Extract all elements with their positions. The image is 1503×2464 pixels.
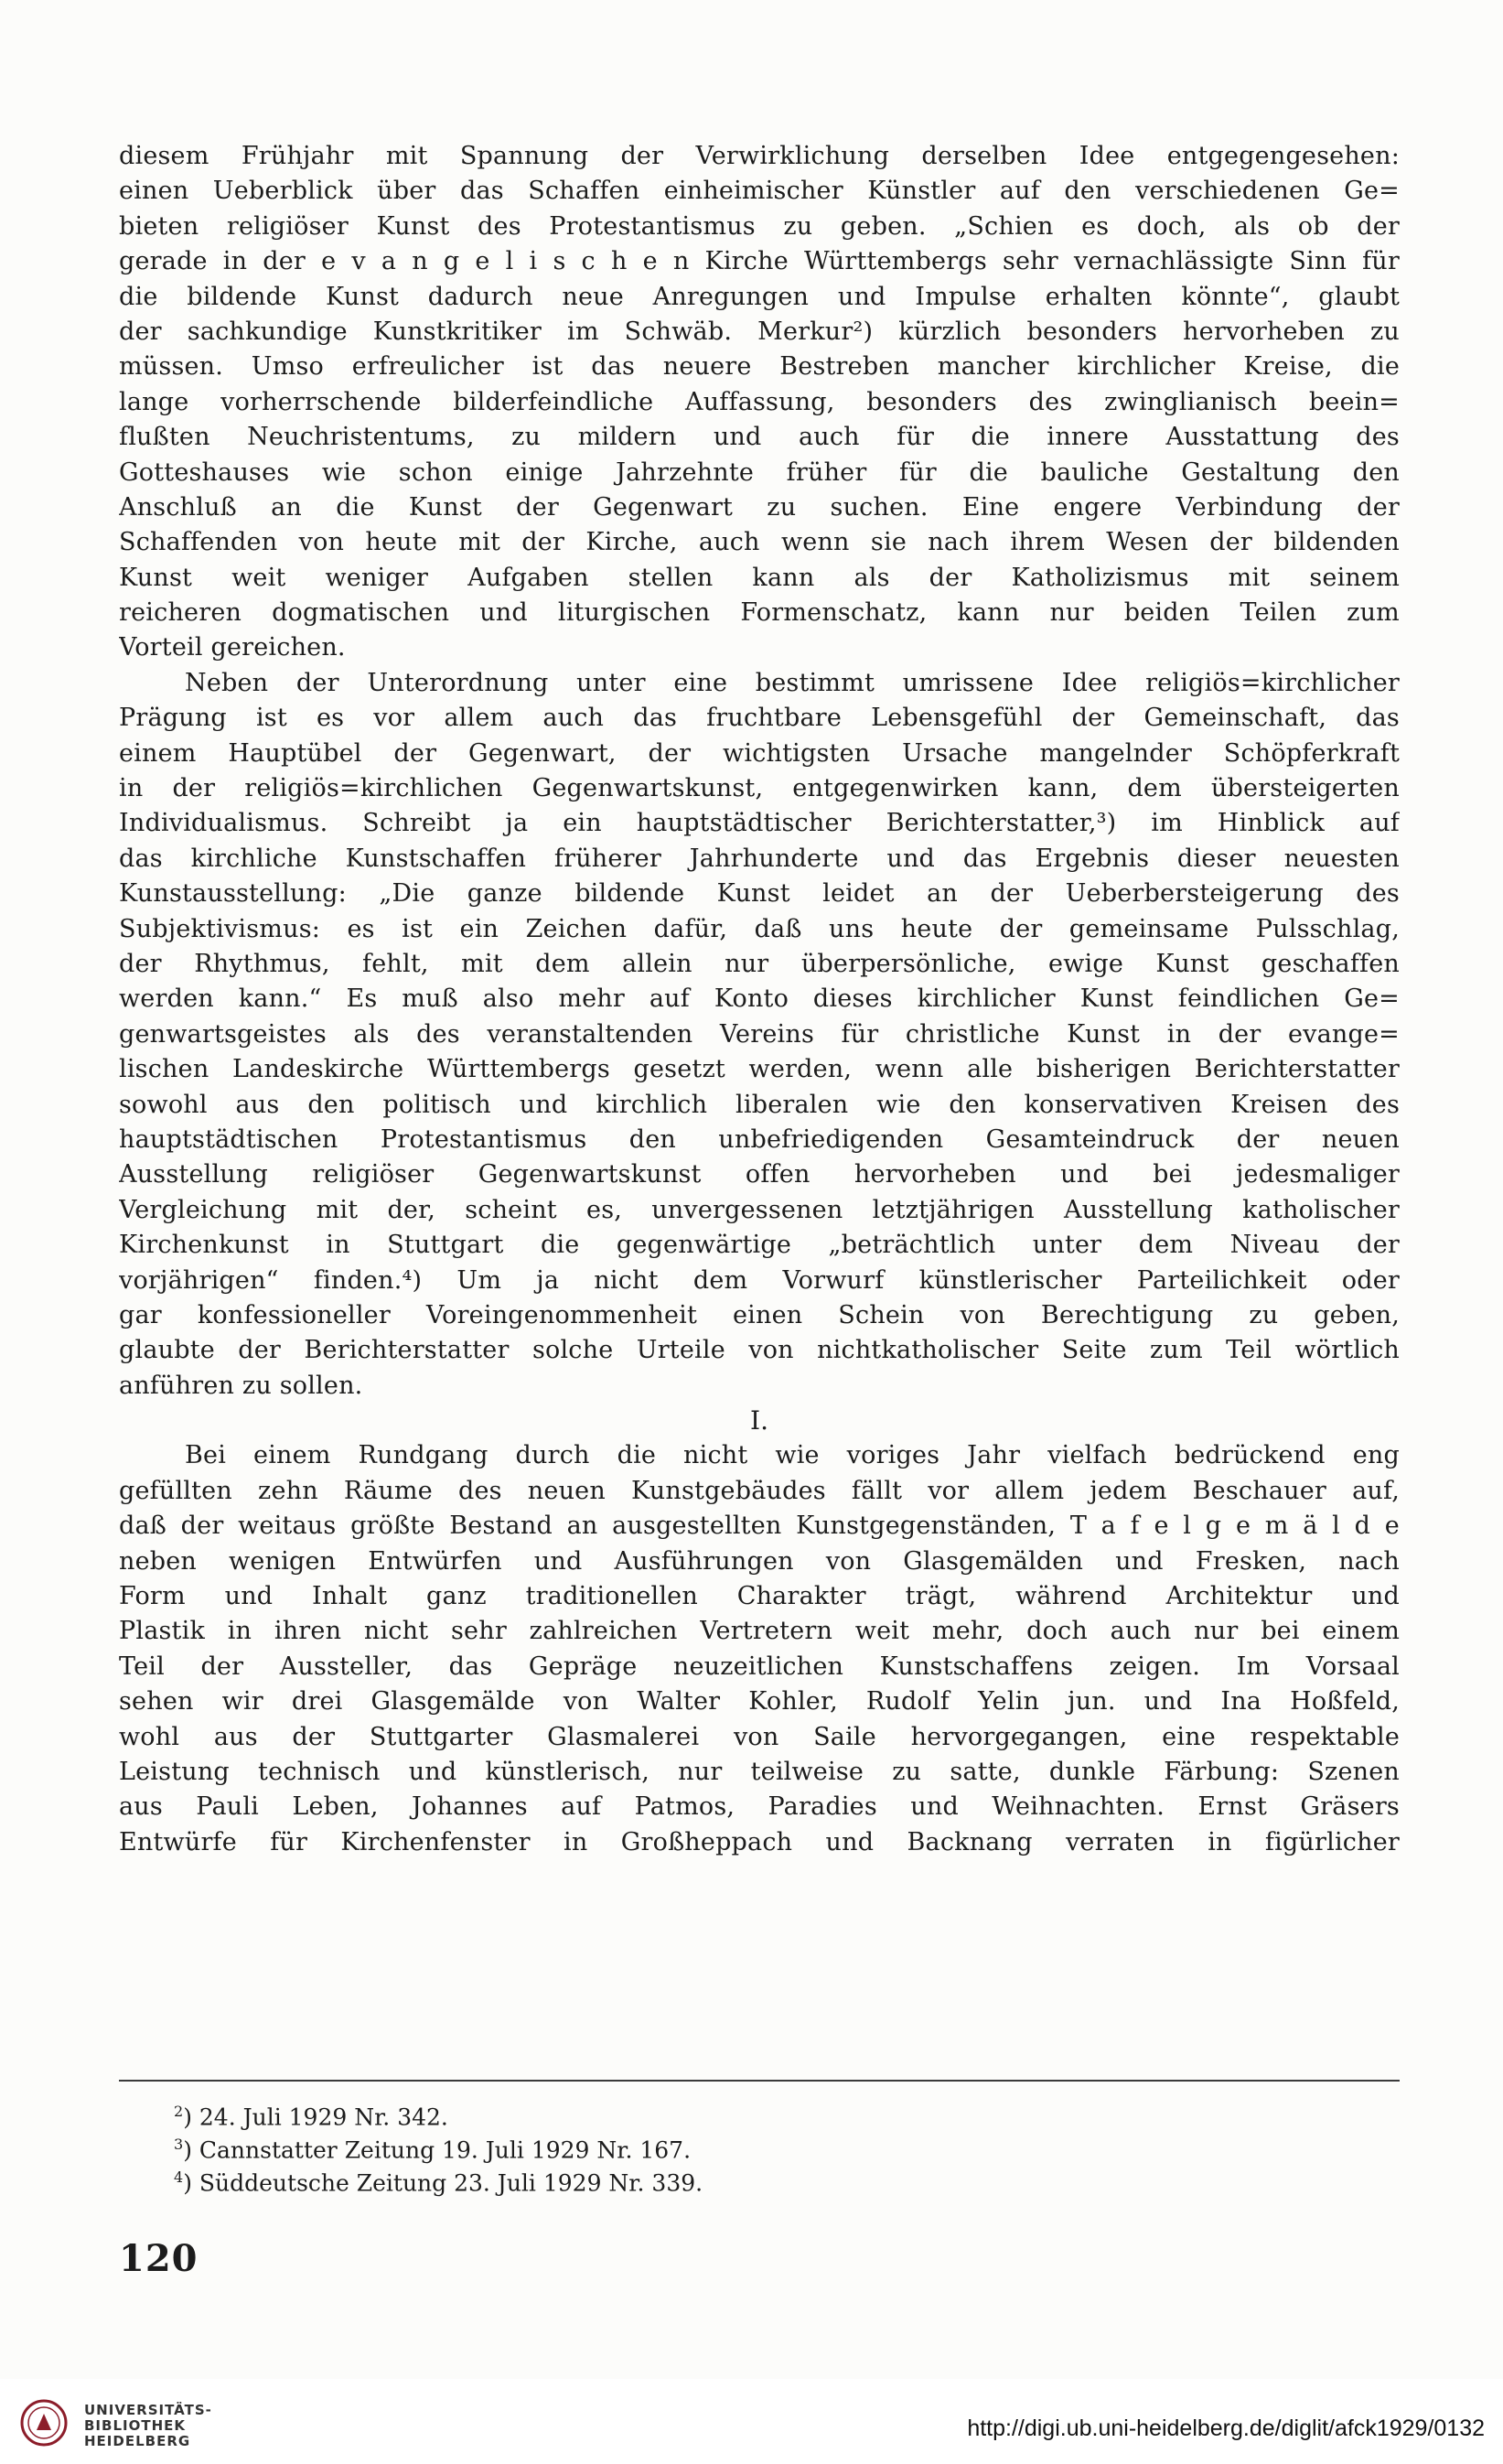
text-line: Prägung ist es vor allem auch das fruchtbare Lebensgefühl der Gemeinschaft, das (119, 704, 1400, 733)
text-line: die bildende Kunst dadurch neue Anregungen und Impulse erhalten könnte“, glaubt (119, 282, 1400, 311)
text-line: einem Hauptübel der Gegenwart, der wichtigsten Ursache mangelnder Schöpferkraft (119, 738, 1400, 768)
footnote-text: ) Süddeutsche Zeitung 23. Juli 1929 Nr. 339. (183, 2169, 703, 2197)
text-line: sehen wir drei Glasgemälde von Walter Kohler, Rudolf Yelin jun. und Ina Hoßfeld, (119, 1687, 1400, 1716)
logo-line: BIBLIOTHEK (84, 2417, 186, 2434)
footnote (174, 2095, 1272, 2131)
text-line: der Rhythmus, fehlt, mit dem allein nur überpersönliche, ewige Kunst geschaffen (119, 949, 1400, 978)
text-line: Kunstausstellung: „Die ganze bildende Kunst leidet an der Ueberbersteigerung des (119, 879, 1400, 909)
footnote-rule (119, 2080, 1400, 2082)
text-line: Gotteshauses wie schon einige Jahrzehnte früher für die bauliche Gestaltung den (119, 457, 1400, 487)
text-line: Plastik in ihren nicht sehr zahlreichen Vertretern weit mehr, doch auch nur bei einem (119, 1617, 1400, 1646)
section-heading: I. (750, 1405, 768, 1436)
text-line: Kirchenkunst in Stuttgart die gegenwärtige „beträchtlich unter dem Niveau der (119, 1231, 1400, 1260)
text-line: müssen. Umso erfreulicher ist das neuere Bestreben mancher kirchlicher Kreise, die (119, 352, 1400, 382)
text-line: sowohl aus den politisch und kirchlich liberalen wie den konservativen Kreisen des (119, 1090, 1400, 1119)
footnotes (174, 2095, 1272, 2197)
footnote-text: ) Cannstatter Zeitung 19. Juli 1929 Nr. 167. (183, 2136, 692, 2164)
text-line: werden kann.“ Es muß also mehr auf Konto dieses kirchlicher Kunst feindlichen Ge= (119, 985, 1400, 1014)
text-line: Form und Inhalt ganz traditionellen Charakter trägt, während Architektur und (119, 1582, 1400, 1611)
text-line: Teil der Aussteller, das Gepräge neuzeitlichen Kunstschaffens zeigen. Im Vorsaal (119, 1652, 1400, 1681)
text-line: einen Ueberblick über das Schaffen einheimischer Künstler auf den verschiedenen Ge= (119, 177, 1400, 206)
text-line: gefüllten zehn Räume des neuen Kunstgebäudes fällt vor allem jedem Beschauer auf, (119, 1476, 1400, 1505)
text-line: hauptstädtischen Protestantismus den unbefriedigenden Gesamteindruck der neuen (119, 1124, 1400, 1154)
text-line: Entwürfe für Kirchenfenster in Großheppach und Backnang verraten in figürlicher (119, 1827, 1400, 1856)
text-line: lange vorherrschende bilderfeindliche Auffassung, besonders des zwinglianisch beein= (119, 387, 1400, 416)
text-line: Neben der Unterordnung unter eine bestimmt umrissene Idee religiös=kirchlicher (185, 668, 1400, 697)
logo-line: UNIVERSITÄTS- (84, 2402, 212, 2418)
university-seal-icon (20, 2399, 68, 2447)
text-line: reicheren dogmatischen und liturgischen Formenschatz, kann nur beiden Teilen zum (119, 598, 1400, 628)
footnote-number: 2 (174, 2103, 184, 2120)
text-line: daß der weitaus größte Bestand an ausgestellten Kunstgegenständen, T a f e l g e m ä l d e (119, 1512, 1400, 1541)
text-line: neben wenigen Entwürfen und Ausführungen von Glasgemälden und Fresken, nach (119, 1546, 1400, 1576)
text-line: in der religiös=kirchlichen Gegenwartskunst, entgegenwirken kann, dem übersteigerten (119, 774, 1400, 803)
text-line: das kirchliche Kunstschaffen früherer Jahrhunderte und das Ergebnis dieser neuesten (119, 844, 1400, 873)
text-line: wohl aus der Stuttgarter Glasmalerei von Saile hervorgegangen, eine respektable (119, 1722, 1400, 1751)
text-line: gerade in der e v a n g e l i s c h e n Kirche Württembergs sehr vernachlässigte Sinn für (119, 247, 1400, 276)
body-text (119, 139, 1400, 1860)
footnote-number: 3 (174, 2136, 184, 2153)
text-line: genwartsgeistes als des veranstaltenden Vereins für christliche Kunst in der evange= (119, 1019, 1400, 1049)
page-number: 120 (119, 2237, 199, 2280)
text-line: lischen Landeskirche Württembergs gesetzt werden, wenn alle bisherigen Berichterstatter (119, 1055, 1400, 1084)
logo-line: HEIDELBERG (84, 2433, 191, 2449)
text-line: Anschluß an die Kunst der Gegenwart zu suchen. Eine engere Verbindung der (119, 492, 1400, 522)
text-line: Schaffenden von heute mit der Kirche, auch wenn sie nach ihrem Wesen der bildenden (119, 528, 1400, 557)
text-line: bieten religiöser Kunst des Protestantismus zu geben. „Schien es doch, als ob der (119, 211, 1400, 241)
footnote (174, 2128, 1272, 2164)
text-line: vorjährigen“ finden.⁴) Um ja nicht dem Vorwurf künstlerischer Parteilichkeit oder (119, 1265, 1400, 1295)
text-line: diesem Frühjahr mit Spannung der Verwirklichung derselben Idee entgegengesehen: (119, 142, 1400, 170)
text-line: Vorteil gereichen. (119, 633, 346, 662)
text-line: aus Pauli Leben, Johannes auf Patmos, Paradies und Weihnachten. Ernst Gräsers (119, 1792, 1400, 1822)
text-line: der sachkundige Kunstkritiker im Schwäb. Merkur²) kürzlich besonders hervorheben zu (119, 317, 1400, 346)
text-line: Vergleichung mit der, scheint es, unvergessenen letztjährigen Ausstellung katholischer (119, 1195, 1400, 1224)
text-line: Leistung technisch und künstlerisch, nur teilweise zu satte, dunkle Färbung: Szenen (119, 1757, 1400, 1786)
text-line: anführen zu sollen. (119, 1371, 363, 1400)
text-line: glaubte der Berichterstatter solche Urteile von nichtkatholischer Seite zum Teil wörtlich (119, 1336, 1400, 1365)
footnote-number: 4 (174, 2168, 184, 2186)
text-line: Bei einem Rundgang durch die nicht wie voriges Jahr vielfach bedrückend eng (185, 1441, 1400, 1470)
text-line: gar konfessioneller Voreingenommenheit einen Schein von Berechtigung zu geben, (119, 1300, 1400, 1329)
footnote-text: ) 24. Juli 1929 Nr. 342. (183, 2104, 448, 2131)
library-logo-text (84, 2403, 212, 2449)
text-line: Individualismus. Schreibt ja ein hauptstädtischer Berichterstatter,³) im Hinblick auf (119, 809, 1400, 838)
text-line: Ausstellung religiöser Gegenwartskunst offen hervorheben und bei jedesmaliger (119, 1160, 1400, 1189)
footnote (174, 2161, 1272, 2197)
text-line: flußten Neuchristentums, zu mildern und auch für die innere Ausstattung des (119, 423, 1400, 452)
text-line: Kunst weit weniger Aufgaben stellen kann als der Katholizismus mit seinem (119, 563, 1400, 592)
text-line: Subjektivismus: es ist ein Zeichen dafür, daß uns heute der gemeinsame Pulsschlag, (119, 914, 1400, 943)
source-url-link[interactable]: http://digi.ub.uni-heidelberg.de/diglit/afck1929/0132 (967, 2416, 1485, 2441)
